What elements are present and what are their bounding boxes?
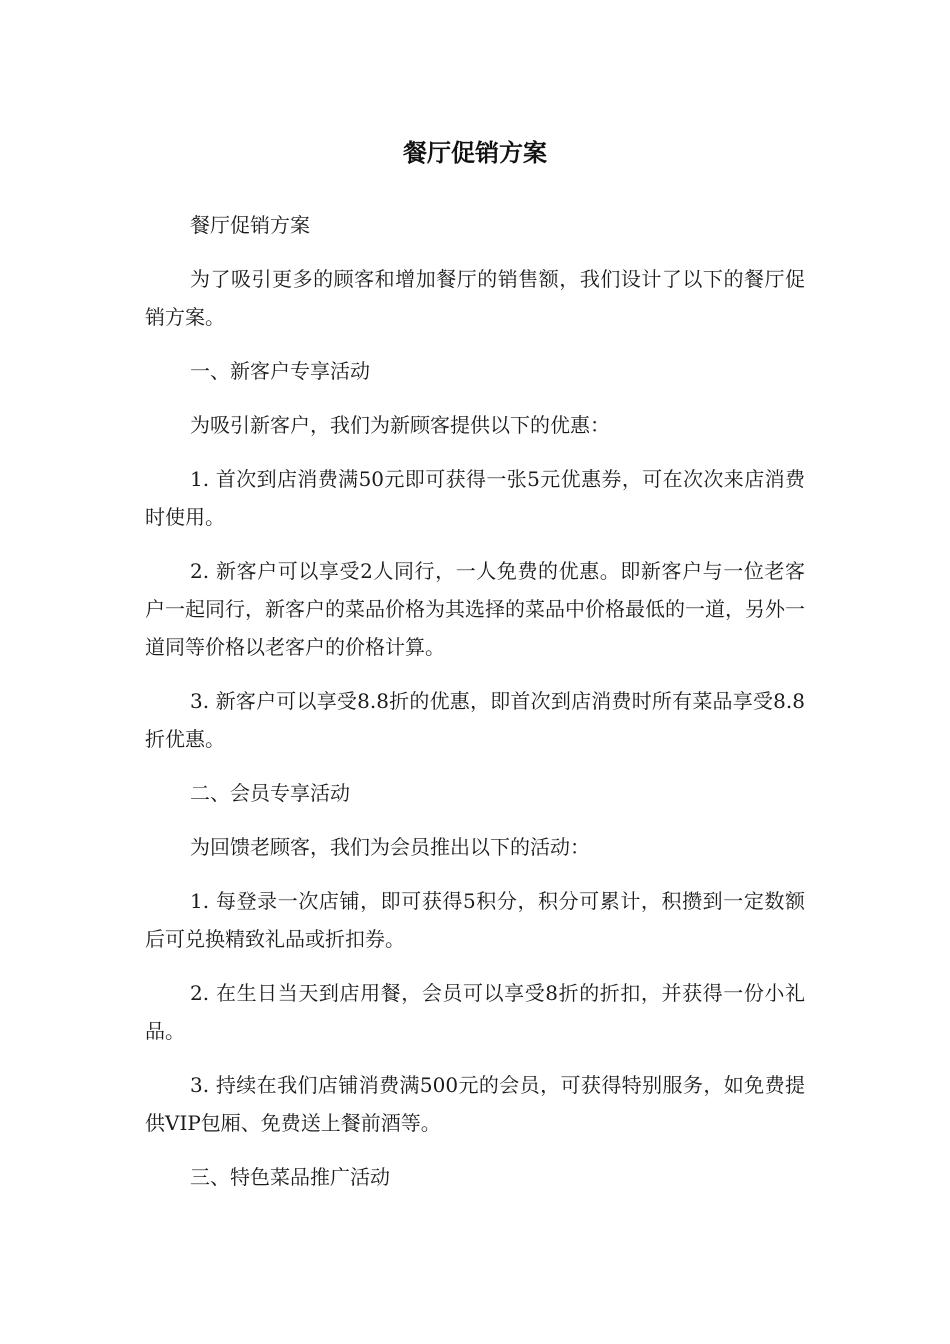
list-item-new-customer-1: 1. 首次到店消费满50元即可获得一张5元优惠券，可在次次来店消费时使用。: [145, 467, 805, 529]
document-title: 餐厅促销方案: [403, 139, 547, 167]
list-item-member-1: 1. 每登录一次店铺，即可获得5积分，积分可累计，积攒到一定数额后可兑换精致礼品或折扣券。: [145, 889, 805, 951]
paragraph-intro: 为了吸引更多的顾客和增加餐厅的销售额，我们设计了以下的餐厅促销方案。: [145, 267, 805, 329]
list-item-new-customer-3: 3. 新客户可以享受8.8折的优惠，即首次到店消费时所有菜品享受8.8折优惠。: [145, 689, 805, 751]
list-item-member-3: 3. 持续在我们店铺消费满500元的会员，可获得特别服务，如免费提供VIP包厢、免费送上餐前酒等。: [145, 1073, 805, 1135]
document-body: [145, 206, 805, 1212]
section-heading-specialty: 三、特色菜品推广活动: [190, 1165, 390, 1189]
section-heading-member: 二、会员专享活动: [190, 781, 350, 805]
list-item-new-customer-2: 2. 新客户可以享受2人同行，一人免费的优惠。即新客户与一位老客户一起同行，新客户的菜品价格为其选择的菜品中价格最低的一道，另外一道同等价格以老客户的价格计算。: [145, 559, 805, 659]
section-heading-new-customer: 一、新客户专享活动: [190, 359, 370, 383]
paragraph-member-intro: 为回馈老顾客，我们为会员推出以下的活动：: [190, 835, 590, 859]
paragraph-new-customer-intro: 为吸引新客户，我们为新顾客提供以下的优惠：: [190, 413, 610, 437]
list-item-member-2: 2. 在生日当天到店用餐，会员可以享受8折的折扣，并获得一份小礼品。: [145, 981, 805, 1043]
paragraph-intro-heading: 餐厅促销方案: [190, 213, 310, 237]
